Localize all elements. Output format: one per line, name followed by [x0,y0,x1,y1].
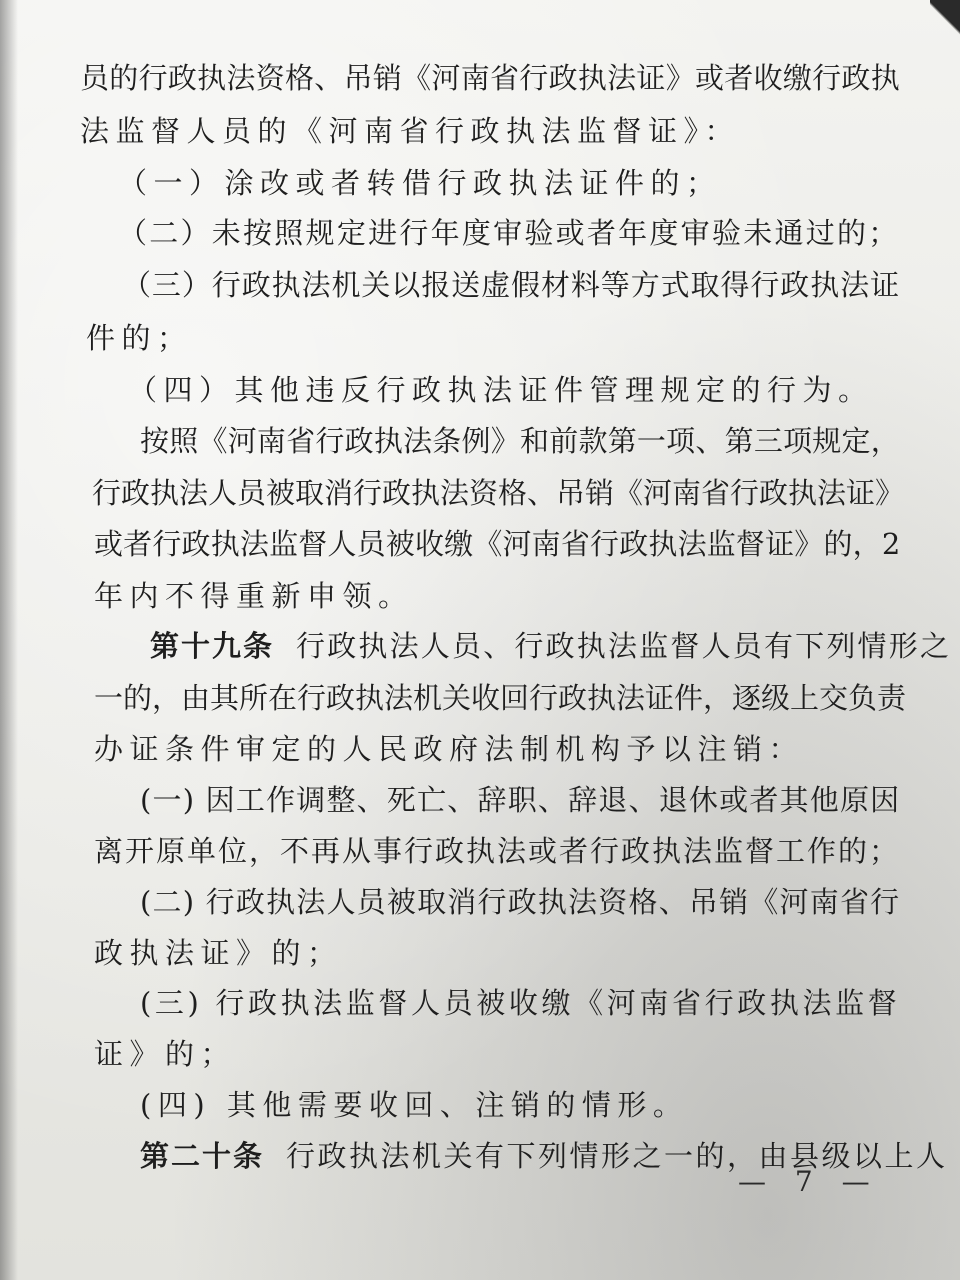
text-line: (三) 行政执法监督人员被收缴《河南省行政执法监督 [140,986,901,1020]
article-19-text: 行政执法人员、行政执法监督人员有下列情形之 [296,629,952,663]
text-line: （二）未按照规定进行年度审验或者年度审验未通过的； [118,216,900,250]
text-line: 年内不得重新申领。 [94,579,414,613]
text-line: 员的行政执法资格、吊销《河南省行政执法证》或者收缴行政执 [80,61,901,95]
text-line: 行政执法人员被取消行政执法资格、吊销《河南省行政执法证》 [92,476,905,510]
text-line: (一) 因工作调整、死亡、辞职、辞退、退休或者其他原因 [140,783,901,817]
text-line: 法监督人员的《河南省行政执法监督证》： [80,114,741,148]
text-line: 办证条件审定的人民政府法制机构予以注销： [94,732,805,766]
text-line: （四）其他违反行政执法证件管理规定的行为。 [128,373,874,407]
article-19-first-line [150,628,951,664]
text-line: 政执法证》的； [94,936,343,970]
text-line: (四) 其他需要收回、注销的情形。 [140,1088,689,1122]
article-20-heading: 第二十条 [140,1139,265,1173]
text-line: （一）涂改或者转借行政执法证件的； [118,166,722,200]
page-corner-fold [930,0,960,40]
article-19-heading: 第十九条 [150,629,275,663]
text-line: （三）行政执法机关以报送虚假材料等方式取得行政执法证 [122,268,901,302]
article-20-text: 行政执法机关有下列情形之一的，由县级以上人 [286,1139,948,1173]
text-line: 证》的； [94,1037,237,1071]
text-line: 一的，由其所在行政执法机关收回行政执法证件，逐级上交负责 [94,681,907,715]
page-number: — 7 — [738,1165,880,1198]
page-edge-shadow [0,0,18,1280]
text-line: 或者行政执法监督人员被收缴《河南省行政执法监督证》的，2 [94,527,901,561]
text-line: 按照《河南省行政执法条例》和前款第一项、第三项规定， [140,424,901,458]
text-line: 件的； [86,321,193,355]
text-line: (二) 行政执法人员被取消行政执法资格、吊销《河南省行 [140,885,901,919]
text-line: 离开原单位，不再从事行政执法或者行政执法监督工作的； [94,834,901,868]
